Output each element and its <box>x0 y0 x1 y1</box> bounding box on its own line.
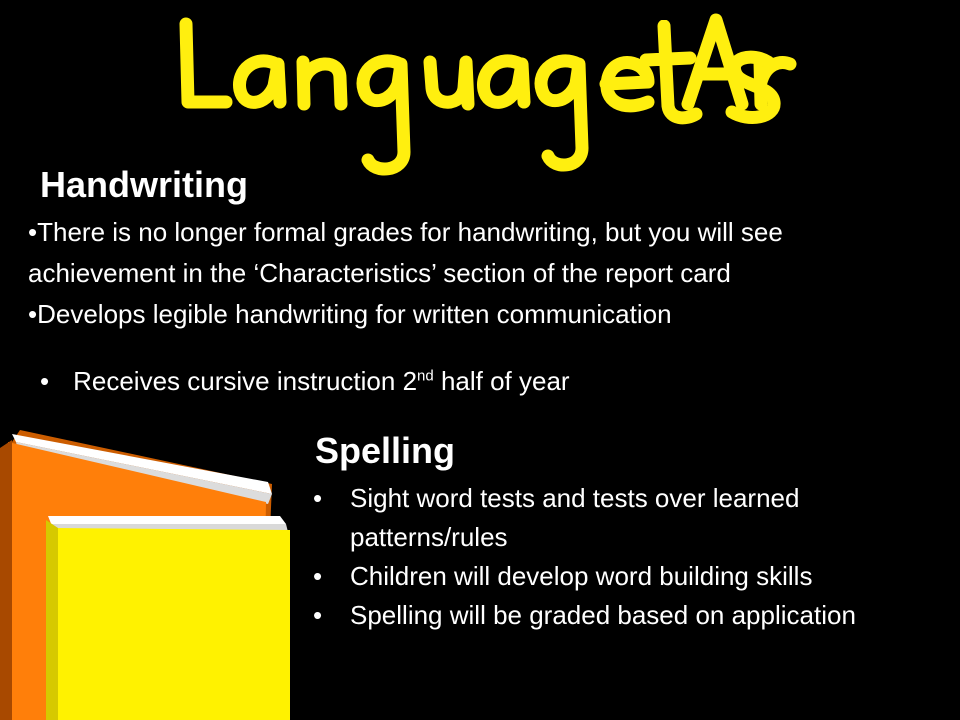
list-item <box>28 212 928 294</box>
bullet-icon: • <box>313 561 323 591</box>
bullet-icon: • <box>313 483 323 513</box>
handwriting-heading: Handwriting <box>40 164 248 205</box>
bullet-icon: • <box>40 366 50 396</box>
spelling-list <box>313 479 943 635</box>
list-item <box>313 557 943 596</box>
cursive-text-end: half of year <box>433 366 570 396</box>
list-item-text: There is no longer formal grades for handwriting, but you will see achievement in the ‘Characteristics’ section of the report card <box>28 217 783 288</box>
list-item-text: Children will develop word building skills <box>350 561 813 591</box>
bullet-icon: • <box>28 299 38 329</box>
bullet-icon: • <box>28 217 38 247</box>
spelling-heading: Spelling <box>315 430 456 471</box>
list-item <box>28 294 928 335</box>
list-item-text: Sight word tests and tests over learned patterns/rules <box>350 483 800 552</box>
list-item <box>313 596 943 635</box>
bullet-icon: • <box>313 600 323 630</box>
books-icon <box>0 420 300 720</box>
title-lettering-tail <box>640 20 800 130</box>
list-item-text: Develops legible handwriting for written communication <box>37 299 672 329</box>
list-item <box>313 479 943 557</box>
list-item-text: Spelling will be graded based on application <box>350 600 856 630</box>
cursive-text: Receives cursive instruction 2 <box>73 366 418 396</box>
handwriting-list <box>28 212 928 335</box>
cursive-superscript: nd <box>417 367 434 385</box>
cursive-item <box>40 361 570 401</box>
